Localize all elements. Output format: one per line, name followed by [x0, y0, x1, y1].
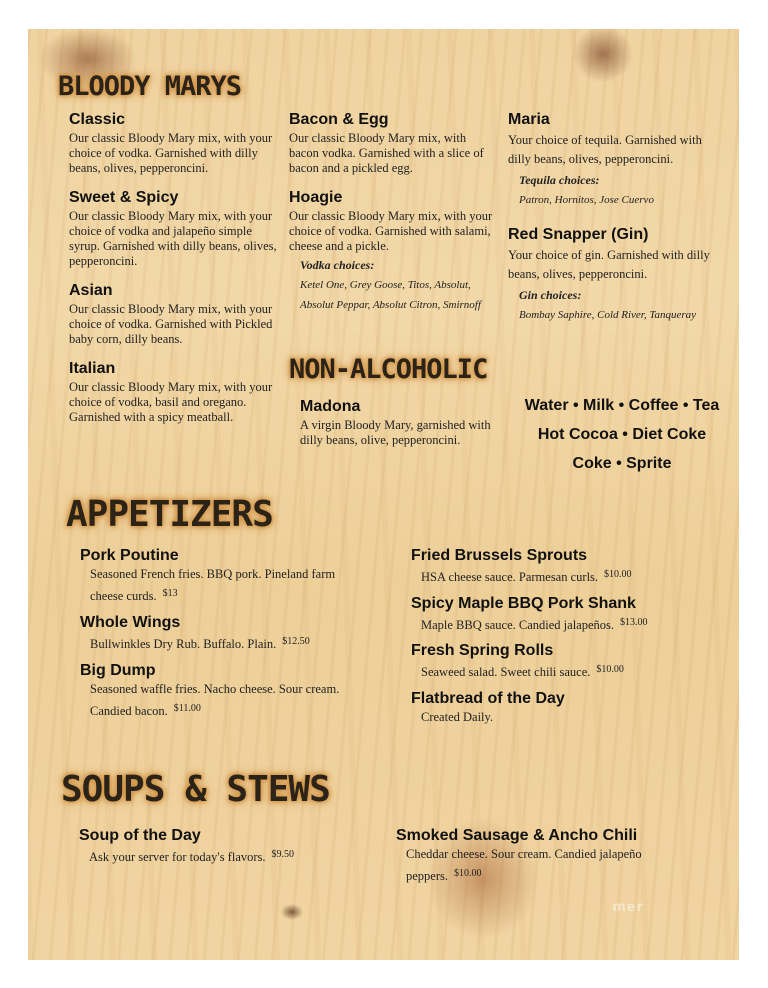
item-name: Hoagie	[289, 189, 343, 206]
vodka-choices-heading: Vodka choices:	[300, 258, 375, 272]
item-name: Whole Wings	[80, 614, 181, 631]
item-desc: Our classic Bloody Mary mix, with your choice of vodka. Garnished with dilly beans, olives, pepperoncini.	[69, 131, 273, 175]
menu-item-maria	[508, 110, 718, 210]
item-price: $12.50	[282, 636, 310, 647]
item-price: $10.00	[596, 664, 624, 675]
menu-item-soup-of-the-day	[79, 826, 379, 867]
menu-item-whole-wings	[80, 613, 380, 654]
menu-item-flatbread	[411, 689, 711, 727]
item-name: Big Dump	[80, 662, 156, 679]
menu-item-classic	[69, 110, 279, 176]
item-desc-text: Candied bacon.	[90, 704, 168, 718]
item-desc	[411, 660, 711, 682]
menu-item-red-snapper	[508, 225, 723, 325]
item-name: Italian	[69, 360, 116, 377]
item-name: Madona	[300, 398, 361, 415]
item-desc-text: cheese curds.	[90, 589, 157, 603]
item-name: Maria	[508, 111, 550, 128]
item-name: Pork Poutine	[80, 547, 179, 564]
menu-item-sweet-spicy	[69, 188, 281, 269]
non-alcoholic-heading: NON-ALCOHOLIC	[289, 354, 488, 385]
item-desc: Our classic Bloody Mary mix, with your choice of vodka, basil and oregano. Garnished with a spicy meatball.	[69, 380, 273, 424]
item-desc	[411, 565, 711, 587]
menu-item-spring-rolls	[411, 641, 711, 682]
item-desc	[411, 613, 711, 635]
item-name: Soup of the Day	[79, 827, 201, 844]
item-desc	[80, 699, 380, 721]
menu-item-pork-shank	[411, 594, 711, 635]
item-name: Spicy Maple BBQ Pork Shank	[411, 595, 636, 612]
item-desc: Your choice of gin. Garnished with dilly beans, olives, pepperoncini.	[508, 248, 710, 281]
item-name: Bacon & Egg	[289, 111, 389, 128]
item-desc: Seasoned waffle fries. Nacho cheese. Sour cream.	[90, 682, 340, 696]
item-desc	[80, 632, 380, 654]
bloody-marys-heading: BLOODY MARYS	[58, 71, 242, 102]
vodka-choices-line: Absolut Peppar, Absolut Citron, Smirnoff	[300, 299, 481, 311]
item-desc: Seasoned French fries. BBQ pork. Pineland farm	[90, 567, 336, 581]
item-name: Classic	[69, 111, 126, 128]
item-price: $9.50	[271, 849, 295, 860]
item-desc: Our classic Bloody Mary mix, with your choice of vodka. Garnished with salami, cheese and a pickle.	[289, 209, 493, 253]
item-desc-text: Seaweed salad. Sweet chili sauce.	[421, 665, 591, 679]
item-desc: A virgin Bloody Mary, garnished with dilly beans, olive, pepperoncini.	[300, 418, 491, 447]
item-desc	[80, 584, 380, 606]
item-name: Sweet & Spicy	[69, 189, 179, 206]
tequila-choices-line: Patron, Hornitos, Jose Cuervo	[519, 194, 654, 206]
gin-choices-line: Bombay Saphire, Cold River, Tanqueray	[519, 309, 697, 321]
menu-item-bacon-egg	[289, 110, 499, 176]
menu-item-italian	[69, 359, 281, 425]
tequila-choices-heading: Tequila choices:	[519, 173, 600, 187]
menu-item-asian	[69, 281, 274, 347]
item-desc: Our classic Bloody Mary mix, with bacon vodka. Garnished with a slice of bacon and a pickled egg.	[289, 131, 484, 175]
item-name: Red Snapper (Gin)	[508, 226, 649, 243]
drinks-line-2: Hot Cocoa • Diet Coke	[537, 426, 707, 443]
menu-item-big-dump	[80, 661, 380, 721]
item-desc-text: HSA cheese sauce. Parmesan curls.	[421, 570, 599, 584]
item-desc: Created Daily.	[421, 710, 494, 724]
menu-item-madona	[300, 397, 500, 448]
vodka-choices-line: Ketel One, Grey Goose, Titos, Absolut,	[300, 279, 471, 291]
item-desc-text: peppers.	[406, 869, 448, 883]
drinks-line-1: Water • Milk • Coffee • Tea	[524, 397, 720, 414]
item-name: Fried Brussels Sprouts	[411, 547, 588, 564]
menu-item-fried-brussels-sprouts	[411, 546, 711, 587]
item-desc: Our classic Bloody Mary mix, with your choice of vodka. Garnished with Pickled baby corn, dilly beans.	[69, 302, 273, 346]
item-price: $11.00	[173, 703, 201, 714]
item-name: Smoked Sausage & Ancho Chili	[396, 827, 638, 844]
soups-stews-heading: SOUPS & STEWS	[61, 769, 330, 810]
appetizers-heading: APPETIZERS	[66, 494, 273, 535]
item-desc	[396, 864, 706, 886]
item-name: Flatbread of the Day	[411, 690, 565, 707]
item-desc-text: Maple BBQ sauce. Candied jalapeños.	[421, 618, 615, 632]
drinks-line-3: Coke • Sprite	[572, 455, 672, 472]
menu-item-pork-poutine	[80, 546, 380, 606]
item-desc-text: Bullwinkles Dry Rub. Buffalo. Plain.	[90, 637, 277, 651]
item-desc: Cheddar cheese. Sour cream. Candied jalapeño	[406, 847, 642, 861]
menu-board	[28, 29, 739, 960]
item-price: $13	[162, 588, 178, 599]
item-price: $10.00	[604, 569, 632, 580]
item-desc: Your choice of tequila. Garnished with dilly beans, olives, pepperoncini.	[508, 133, 702, 166]
item-desc	[79, 845, 379, 867]
item-name: Asian	[69, 282, 113, 299]
menu-item-sausage-chili	[396, 826, 706, 886]
gin-choices-heading: Gin choices:	[519, 288, 582, 302]
item-name: Fresh Spring Rolls	[411, 642, 554, 659]
menu-item-hoagie	[289, 188, 499, 315]
item-desc: Our classic Bloody Mary mix, with your choice of vodka and jalapeño simple syrup. Garnished with dilly beans, olives, pepperoncini.	[69, 209, 277, 268]
watermark: mer	[612, 900, 644, 915]
item-price: $13.00	[620, 617, 648, 628]
item-price: $10.00	[454, 868, 482, 879]
item-desc-text: Ask your server for today's flavors.	[89, 850, 266, 864]
